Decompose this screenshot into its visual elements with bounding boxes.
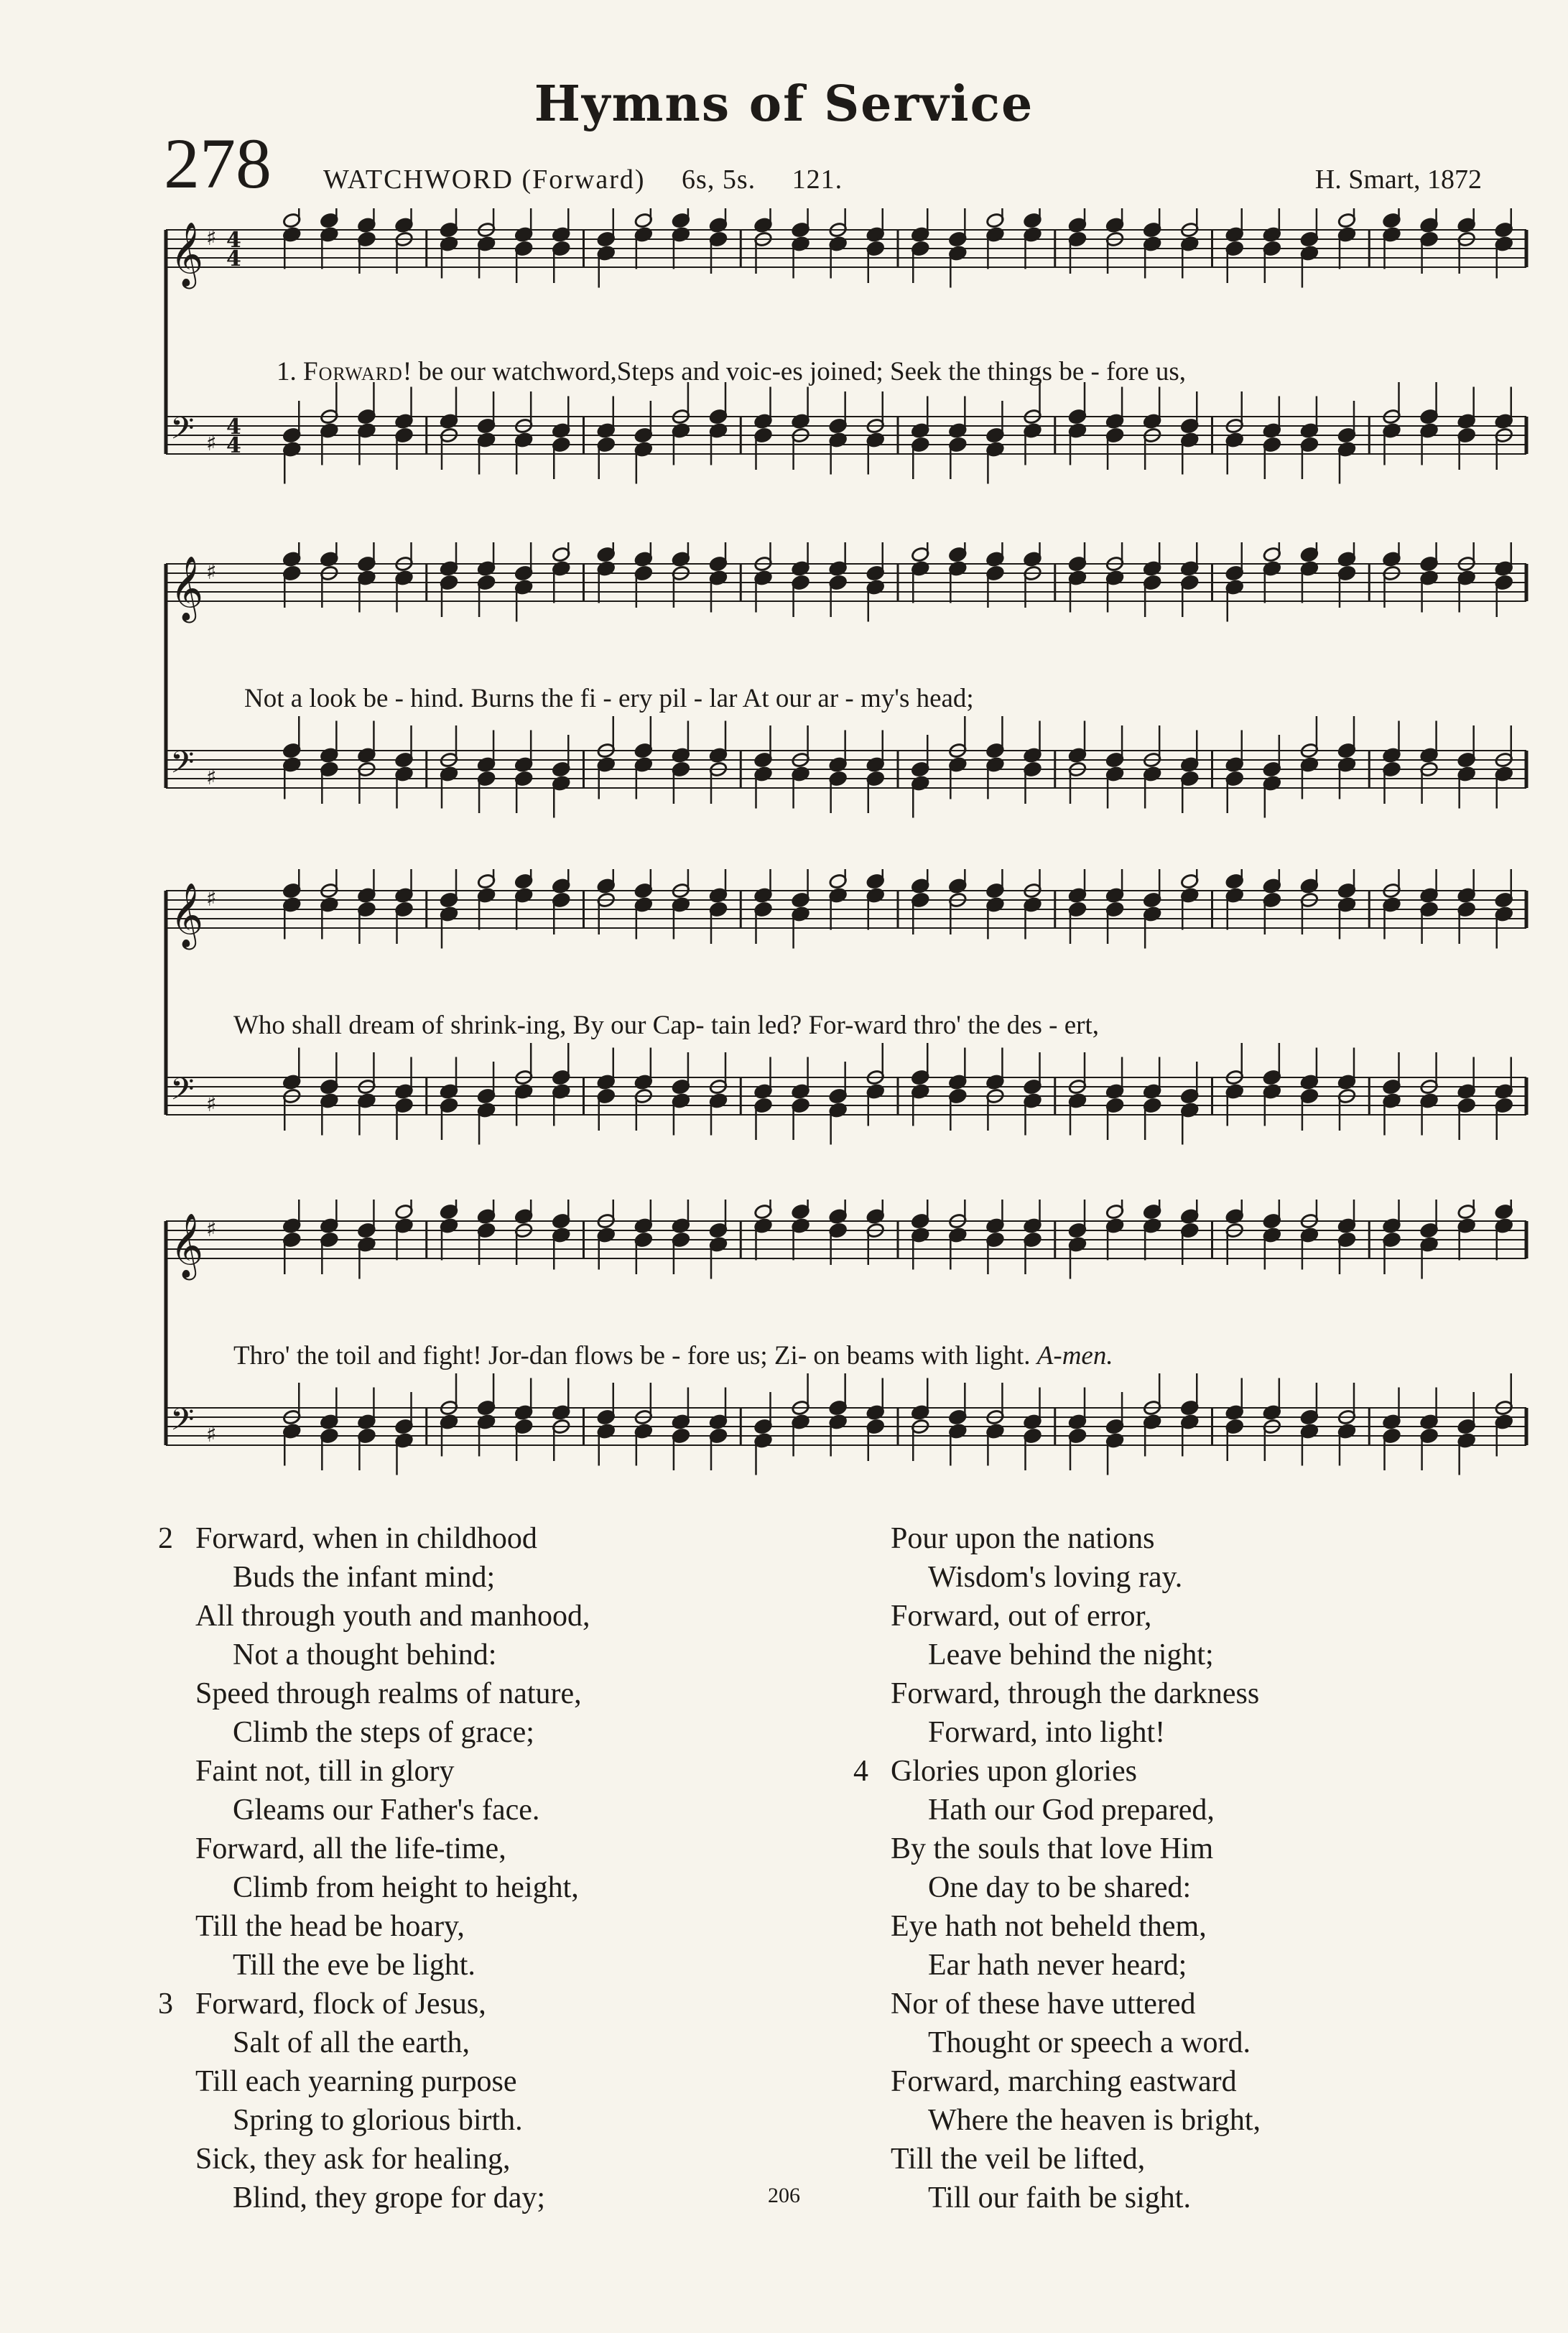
treble-clef-icon: 𝄞 (170, 222, 204, 287)
verse-text: Wisdom's loving ray. (928, 1561, 1183, 1594)
time-signature-digit: 4 (226, 228, 241, 253)
lyric-line-1 (277, 356, 1568, 392)
verse-line (158, 1519, 590, 1558)
lyric-fragment: Forward (303, 357, 403, 386)
sharp-key-signature-icon: ♯ (206, 1217, 217, 1242)
verse-text: Forward, all the life-time, (195, 1832, 506, 1865)
verse-line (891, 1791, 1261, 1829)
sharp-key-signature-icon: ♯ (206, 431, 217, 456)
verse-text: Till each yearning purpose (195, 2065, 517, 2098)
verses-left-column (158, 1519, 590, 2217)
bass-clef-icon: 𝄢 (170, 411, 195, 454)
verse-text: Eye hath not beheld them, (891, 1910, 1207, 1943)
lyric-line-4 (233, 1340, 1568, 1376)
verse-line (195, 1946, 590, 1985)
time-signature-digit: 4 (226, 433, 241, 458)
verse-line (195, 1907, 590, 1946)
verses-right-column (853, 1519, 1261, 2217)
time-signature-digit: 4 (226, 246, 241, 272)
book-title: Hymns of Service (534, 75, 1034, 133)
bass-clef-icon: 𝄢 (170, 1402, 195, 1445)
verse-line (891, 1674, 1261, 1713)
verse-text: Till the head be hoary, (195, 1910, 465, 1943)
verse-text: Forward, through the darkness (891, 1677, 1260, 1710)
verse-number: 2 (158, 1522, 173, 1555)
lyric-text (233, 1340, 1113, 1371)
lyric-fragment: Who shall dream of shrink-ing, By our Cap- tain led? For-ward thro' the des - ert, (233, 1011, 1100, 1040)
lyric-fragment: Thro' the toil and fight! Jor-dan flows be - fore us; Zi- on beams with light. (233, 1341, 1037, 1370)
verse-line (891, 1558, 1261, 1597)
verse-text: Faint not, till in glory (195, 1755, 455, 1788)
verse-text: One day to be shared: (928, 1871, 1192, 1904)
tune-info (323, 164, 871, 195)
sharp-key-signature-icon: ♯ (206, 765, 217, 790)
lyric-text (277, 356, 1186, 387)
verse-text: Spring to glorious birth. (233, 2104, 523, 2137)
verse-text: Till our faith be sight. (928, 2181, 1191, 2214)
verse-line (195, 1674, 590, 1713)
sharp-key-signature-icon: ♯ (206, 1422, 217, 1447)
verse-text: Hath our God prepared, (928, 1794, 1215, 1827)
verse-line (195, 1752, 590, 1791)
lyric-fragment: A-men. (1036, 1341, 1113, 1370)
verse-line (891, 1636, 1261, 1674)
verse-line (891, 1597, 1261, 1636)
verse-text: Where the heaven is bright, (928, 2104, 1261, 2137)
verse-line (891, 2140, 1261, 2179)
verse-text: Buds the infant mind; (233, 1561, 496, 1594)
verse-text: By the souls that love Him (891, 1832, 1214, 1865)
lyric-text (244, 683, 974, 714)
verse-line (195, 2101, 590, 2140)
music-system-1 (162, 208, 1534, 524)
verse-line (195, 1558, 590, 1597)
hymn-number: 278 (164, 124, 272, 203)
meter: 6s, 5s. (682, 164, 756, 195)
verse-text: Nor of these have uttered (891, 1988, 1196, 2021)
verse-line (195, 1597, 590, 1636)
verse-text: Glories upon glories (891, 1755, 1137, 1788)
verse-text: Sick, they ask for healing, (195, 2143, 511, 2176)
verse-line (891, 1946, 1261, 1985)
verse-line (891, 1713, 1261, 1752)
bass-clef-icon: 𝄢 (170, 745, 195, 788)
lyric-fragment: Not a look be - hind. Burns the fi - ery pil - lar At our ar - my's head; (244, 684, 974, 713)
verse-line (853, 1752, 1261, 1791)
verse-line (158, 1985, 590, 2023)
verse-text: Salt of all the earth, (233, 2026, 470, 2059)
verse-text: Gleams our Father's face. (233, 1794, 540, 1827)
verse-text: Ear hath never heard; (928, 1949, 1187, 1982)
verse-line (891, 1519, 1261, 1558)
verse-line (195, 1713, 590, 1752)
verse-line (195, 1791, 590, 1829)
treble-clef-icon: 𝄞 (170, 556, 204, 621)
verse-line (195, 2062, 590, 2101)
verse-text: Till the eve be light. (233, 1949, 475, 1982)
music-system-4 (162, 1200, 1534, 1516)
verse-text: Speed through realms of nature, (195, 1677, 582, 1710)
verse-line (891, 2023, 1261, 2062)
lyric-fragment: 1. (277, 357, 303, 386)
verse-text: Forward, marching eastward (891, 2065, 1237, 2098)
verse-line (195, 2023, 590, 2062)
verse-line (891, 2062, 1261, 2101)
lyric-fragment: ! be our watchword,Steps and voic-es joined; Seek the things be - fore us, (402, 357, 1187, 386)
verse-text: Forward, flock of Jesus, (195, 1988, 486, 2021)
verse-text: Climb the steps of grace; (233, 1716, 534, 1749)
verse-text: Climb from height to height, (233, 1871, 579, 1904)
verse-text: Forward, when in childhood (195, 1522, 537, 1555)
verse-line (195, 1829, 590, 1868)
meter-code: 121. (792, 164, 843, 195)
verse-number: 3 (158, 1988, 173, 2021)
bass-clef-icon: 𝄢 (170, 1072, 195, 1115)
verse-line (891, 1907, 1261, 1946)
verse-text: Thought or speech a word. (928, 2026, 1251, 2059)
treble-clef-icon: 𝄞 (170, 1213, 204, 1278)
verse-text: Not a thought behind: (233, 1638, 497, 1671)
sharp-key-signature-icon: ♯ (206, 1092, 217, 1117)
verse-line (195, 1868, 590, 1907)
lyric-text (233, 1010, 1099, 1041)
lyric-line-3 (233, 1010, 1568, 1046)
music-system-2 (162, 542, 1534, 858)
verse-number: 4 (853, 1755, 868, 1788)
sharp-key-signature-icon: ♯ (206, 886, 217, 912)
verse-line (891, 1829, 1261, 1868)
lyric-line-2 (244, 683, 1568, 719)
verse-text: All through youth and manhood, (195, 1600, 590, 1633)
sharp-key-signature-icon: ♯ (206, 226, 217, 251)
verse-line (891, 1985, 1261, 2023)
treble-clef-icon: 𝄞 (170, 883, 204, 947)
verse-line (195, 1636, 590, 1674)
time-signature-digit: 4 (226, 414, 241, 440)
tune-name: WATCHWORD (Forward) (323, 164, 646, 195)
verse-text: Till the veil be lifted, (891, 2143, 1146, 2176)
verse-text: Blind, they grope for day; (233, 2181, 546, 2214)
music-system-3 (162, 869, 1534, 1185)
verse-text: Forward, into light! (928, 1716, 1166, 1749)
verse-text: Forward, out of error, (891, 1600, 1152, 1633)
verse-text: Pour upon the nations (891, 1522, 1155, 1555)
sharp-key-signature-icon: ♯ (206, 560, 217, 585)
verse-text: Leave behind the night; (928, 1638, 1214, 1671)
composer: H. Smart, 1872 (1314, 164, 1482, 195)
verse-line (891, 1868, 1261, 1907)
page-number: 206 (768, 2184, 800, 2207)
verse-line (195, 2140, 590, 2179)
verse-line (891, 2101, 1261, 2140)
